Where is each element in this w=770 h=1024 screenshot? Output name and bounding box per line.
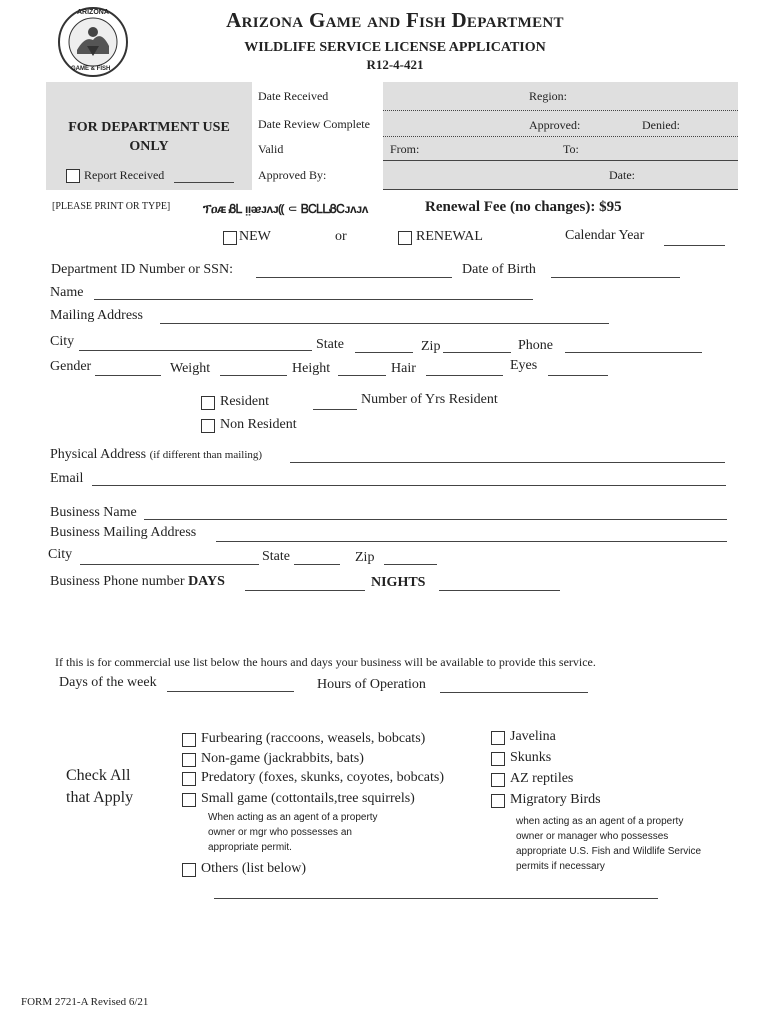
- predatory-checkbox[interactable]: [182, 772, 196, 786]
- business-phone-text: Business Phone number: [50, 574, 185, 589]
- others-list-field[interactable]: [214, 898, 658, 899]
- skunks-checkbox[interactable]: [491, 752, 505, 766]
- resident-label: Resident: [220, 394, 269, 409]
- mailing-address-field[interactable]: [160, 323, 609, 324]
- date-review-complete-label: Date Review Complete: [258, 117, 370, 131]
- years-resident-field[interactable]: [313, 409, 357, 410]
- garbled-text: ፕዐᴁ ᏰᏞ ᴉᴉᴂᴊᴧᴊ⸨ ⸦ ᏴᏟᏞᏞᏰᏟᴊᴧᴊᴧ: [203, 202, 368, 216]
- weight-label: Weight: [170, 361, 211, 376]
- business-name-field[interactable]: [144, 519, 727, 520]
- to-label: To:: [563, 142, 579, 156]
- calendar-year-label: Calendar Year: [565, 228, 645, 243]
- gender-label: Gender: [50, 359, 92, 374]
- dept-id-label: Department ID Number or SSN:: [51, 262, 233, 277]
- dob-label: Date of Birth: [462, 262, 536, 277]
- or-label: or: [335, 229, 347, 244]
- hours-label: Hours of Operation: [317, 677, 426, 692]
- business-mailing-label: Business Mailing Address: [50, 525, 197, 540]
- date-received-line[interactable]: [383, 110, 738, 111]
- mailing-address-label: Mailing Address: [50, 308, 143, 323]
- renewal-checkbox[interactable]: [398, 231, 412, 245]
- skunks-label: Skunks: [510, 750, 552, 765]
- years-resident-label: Number of Yrs Resident: [361, 392, 498, 407]
- dept-use-title: [46, 118, 252, 156]
- dept-id-field[interactable]: [256, 277, 452, 278]
- non-resident-label: Non Resident: [220, 417, 297, 432]
- business-name-label: Business Name: [50, 505, 137, 520]
- business-phone-label: [50, 574, 225, 590]
- department-title: Arizona Game and Fish Department: [226, 8, 564, 32]
- report-received-label: Report Received: [84, 168, 165, 182]
- javelina-label: Javelina: [510, 729, 556, 744]
- eyes-label: Eyes: [510, 358, 538, 373]
- others-checkbox[interactable]: [182, 863, 196, 877]
- renewal-fee: Renewal Fee (no changes): $95: [425, 199, 622, 215]
- form-title: WILDLIFE SERVICE LICENSE APPLICATION: [244, 40, 546, 55]
- valid-line[interactable]: [383, 160, 738, 161]
- non-game-label: Non-game (jackrabbits, bats): [201, 751, 364, 766]
- new-checkbox[interactable]: [223, 231, 237, 245]
- dob-field[interactable]: [551, 277, 680, 278]
- eyes-field[interactable]: [548, 375, 608, 376]
- weight-field[interactable]: [220, 375, 287, 376]
- furbearing-label: Furbearing (raccoons, weasels, bobcats): [201, 731, 426, 746]
- check-all-line1: Check All: [66, 767, 131, 784]
- state-field[interactable]: [355, 352, 413, 353]
- javelina-checkbox[interactable]: [491, 731, 505, 745]
- email-field[interactable]: [92, 485, 726, 486]
- gender-field[interactable]: [95, 375, 161, 376]
- physical-address-text: Physical Address: [50, 447, 147, 462]
- from-label: From:: [390, 142, 420, 156]
- right-note-line4: permits if necessary: [516, 861, 605, 872]
- non-game-checkbox[interactable]: [182, 753, 196, 767]
- phone-field[interactable]: [565, 352, 702, 353]
- phone-label: Phone: [518, 338, 553, 353]
- migratory-birds-checkbox[interactable]: [491, 794, 505, 808]
- resident-checkbox[interactable]: [201, 396, 215, 410]
- date-label: Date:: [609, 168, 635, 182]
- city-field[interactable]: [79, 350, 312, 351]
- check-all-label: [66, 765, 133, 809]
- predatory-label: Predatory (foxes, skunks, coyotes, bobcats): [201, 770, 445, 785]
- days-of-week-field[interactable]: [167, 691, 294, 692]
- check-all-line2: that Apply: [66, 789, 134, 806]
- furbearing-checkbox[interactable]: [182, 733, 196, 747]
- nights-phone-field[interactable]: [439, 590, 560, 591]
- seal-text-bottom: GAME & FISH: [71, 66, 111, 72]
- migratory-birds-label: Migratory Birds: [510, 792, 601, 807]
- others-label: Others (list below): [201, 861, 306, 876]
- report-received-checkbox[interactable]: [66, 169, 80, 183]
- hours-field[interactable]: [440, 692, 588, 693]
- approved-by-label: Approved By:: [258, 168, 327, 182]
- zip-label: Zip: [421, 339, 441, 354]
- height-field[interactable]: [338, 375, 386, 376]
- nights-label: NIGHTS: [371, 575, 426, 590]
- height-label: Height: [292, 361, 331, 376]
- days-of-week-label: Days of the week: [59, 675, 157, 690]
- business-zip-field[interactable]: [384, 564, 437, 565]
- report-received-line[interactable]: [174, 182, 234, 183]
- date-received-label: Date Received: [258, 89, 329, 103]
- small-game-checkbox[interactable]: [182, 793, 196, 807]
- physical-address-note: (if different than mailing): [149, 449, 263, 461]
- renewal-label: RENEWAL: [416, 229, 483, 244]
- dept-use-title-line1: FOR DEPARTMENT USE: [68, 120, 230, 135]
- business-state-label: State: [262, 549, 290, 564]
- right-note: [516, 814, 701, 874]
- new-label: NEW: [239, 229, 271, 244]
- az-reptiles-checkbox[interactable]: [491, 773, 505, 787]
- left-note-line3: appropriate permit.: [208, 842, 292, 853]
- non-resident-checkbox[interactable]: [201, 419, 215, 433]
- physical-address-label: [50, 447, 262, 463]
- days-phone-field[interactable]: [245, 590, 365, 591]
- calendar-year-field[interactable]: [664, 245, 725, 246]
- dept-use-title-line2: ONLY: [129, 139, 169, 154]
- approved-label: Approved:: [529, 118, 581, 132]
- business-city-field[interactable]: [80, 564, 259, 565]
- name-field[interactable]: [94, 299, 533, 300]
- small-game-label: Small game (cottontails,tree squirrels): [201, 791, 415, 806]
- hair-label: Hair: [391, 361, 416, 376]
- zip-field[interactable]: [443, 352, 511, 353]
- seal-text-top: ARIZONA: [77, 9, 109, 16]
- left-note-line1: When acting as an agent of a property: [208, 812, 378, 823]
- approved-by-line[interactable]: [383, 189, 738, 190]
- business-state-field[interactable]: [294, 564, 340, 565]
- commercial-note: If this is for commercial use list below the hours and days your business will be available to provide this service.: [55, 655, 596, 669]
- business-zip-label: Zip: [355, 550, 375, 565]
- state-label: State: [316, 337, 344, 352]
- denied-label: Denied:: [642, 118, 680, 132]
- email-label: Email: [50, 471, 84, 486]
- review-line[interactable]: [383, 136, 738, 137]
- right-note-line3: appropriate U.S. Fish and Wildlife Service: [516, 846, 702, 857]
- left-note: [208, 810, 378, 855]
- rule-number: R12-4-421: [366, 57, 424, 72]
- days-label: DAYS: [188, 574, 225, 589]
- print-note: [PLEASE PRINT OR TYPE]: [52, 201, 171, 212]
- form-footer: FORM 2721-A Revised 6/21: [21, 996, 149, 1008]
- city-label: City: [50, 334, 75, 349]
- region-label: Region:: [529, 89, 567, 103]
- business-mailing-field[interactable]: [216, 541, 727, 542]
- right-note-line2: owner or manager who possesses: [516, 831, 669, 842]
- valid-label: Valid: [258, 142, 284, 156]
- business-city-label: City: [48, 547, 73, 562]
- name-label: Name: [50, 285, 84, 300]
- left-note-line2: owner or mgr who possesses an: [208, 827, 352, 838]
- hair-field[interactable]: [426, 375, 503, 376]
- az-reptiles-label: AZ reptiles: [510, 771, 574, 786]
- physical-address-field[interactable]: [290, 462, 725, 463]
- right-note-line1: when acting as an agent of a property: [516, 816, 684, 827]
